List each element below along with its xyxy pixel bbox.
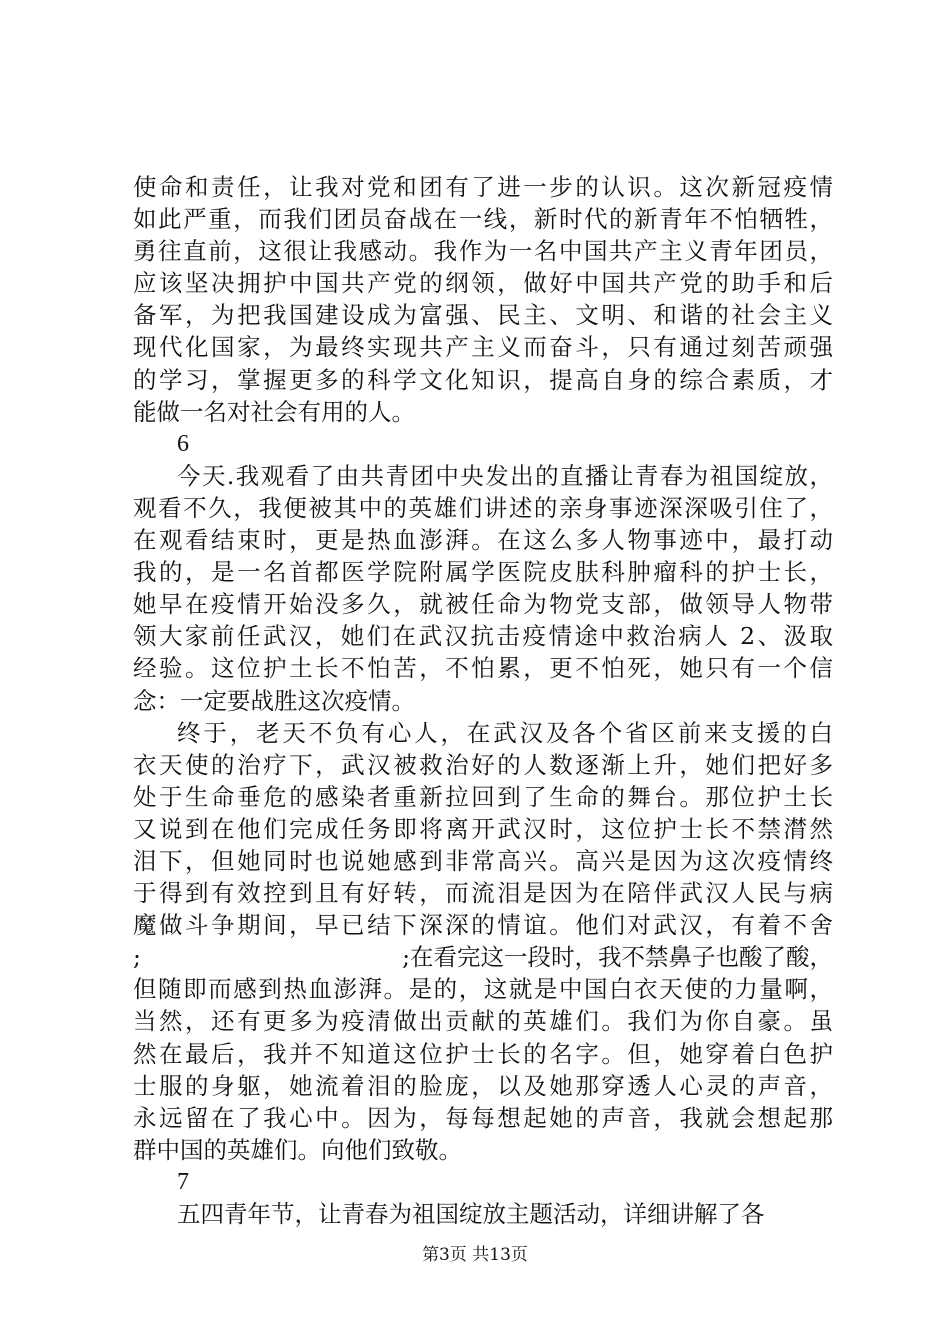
text-line: 群中国的英雄们。向他们致敬。 <box>133 1135 462 1164</box>
text-line: 能做一名对社会有用的人。 <box>133 397 415 426</box>
text-line: 我的，是一名首都医学院附属学医院皮肤科肿瘤科的护士长， <box>133 558 833 587</box>
text-line: 的学习，掌握更多的科学文化知识，提高自身的综合素质，才 <box>133 365 833 394</box>
text-line: 观看不久，我便被其中的英雄们讲述的亲身事迹深深吸引住了， <box>133 493 833 522</box>
text-line: 终于，老天不负有心人，在武汉及各个省区前来支援的白 <box>177 718 833 747</box>
document-body <box>133 171 833 1230</box>
text-line: 士服的身躯，她流着泪的脸庞，以及她那穿透人心灵的声音， <box>133 1071 833 1100</box>
text-line: 永远留在了我心中。因为，每每想起她的声音，我就会想起那 <box>133 1103 833 1132</box>
text-line: 备军，为把我国建设成为富强、民主、文明、和谐的社会主义 <box>133 301 833 330</box>
text-line: 衣天使的治疗下，武汉被救治好的人数逐渐上升，她们把好多 <box>133 750 833 779</box>
text-fragment: ; <box>133 943 141 972</box>
text-line: 然在最后，我并不知道这位护士长的名字。但，她穿着白色护 <box>133 1039 833 1068</box>
text-line: 五四青年节，让青春为祖国绽放主题活动，详细讲解了各 <box>177 1200 765 1228</box>
text-line: 念：一定要战胜这次疫情。 <box>133 686 415 715</box>
text-line: 领大家前任武汉，她们在武汉抗击疫情途中救治病人 2、汲取 <box>133 622 833 651</box>
text-fragment: ;在看完这一段时，我不禁鼻子也酸了酸， <box>402 943 833 972</box>
text-line: 经验。这位护土长不怕苦，不怕累，更不怕死，她只有一个信 <box>133 654 833 683</box>
text-line: 但随即而感到热血澎湃。是的，这就是中国白衣天使的力量啊， <box>133 975 833 1004</box>
text-line: 当然，还有更多为疫清做出贡献的英雄们。我们为你自豪。虽 <box>133 1007 833 1036</box>
text-line: 又说到在他们完成任务即将离开武汉时，这位护士长不禁潸然 <box>133 814 833 843</box>
text-line: 泪下，但她同时也说她感到非常高兴。高兴是因为这次疫情终 <box>133 846 833 875</box>
text-line: 如此严重，而我们团员奋战在一线，新时代的新青年不怕牺牲， <box>133 205 833 234</box>
text-line: 她早在疫情开始没多久，就被任命为物党支部，做领导人物带 <box>133 590 833 619</box>
section-number: 7 <box>177 1168 189 1195</box>
text-line: 现代化国家，为最终实现共产主义而奋斗，只有通过刻苦顽强 <box>133 333 833 362</box>
section-number: 6 <box>177 430 189 457</box>
text-line-with-gap <box>133 941 833 973</box>
text-line: 勇往直前，这很让我感动。我作为一名中国共产主义青年团员， <box>133 237 833 266</box>
text-line: 今天.我观看了由共青团中央发出的直播让青春为祖国绽放， <box>177 461 833 490</box>
text-line: 魔做斗争期间，早已结下深深的情谊。他们对武汉，有着不舍 <box>133 911 833 940</box>
text-line: 应该坚决拥护中国共产党的纲领，做好中国共产党的助手和后 <box>133 269 833 298</box>
text-line: 在观看结束时，更是热血澎湃。在这么多人物事迹中，最打动 <box>133 526 833 555</box>
text-line: 处于生命垂危的感染者重新拉回到了生命的舞台。那位护土长 <box>133 782 833 811</box>
text-line: 于得到有效控到且有好转，而流泪是因为在陪伴武汉人民与病 <box>133 879 833 908</box>
text-line: 使命和责任，让我对党和团有了进一步的认识。这次新冠疫情 <box>133 173 833 201</box>
page-footer: 第3页 共13页 <box>422 1245 528 1265</box>
